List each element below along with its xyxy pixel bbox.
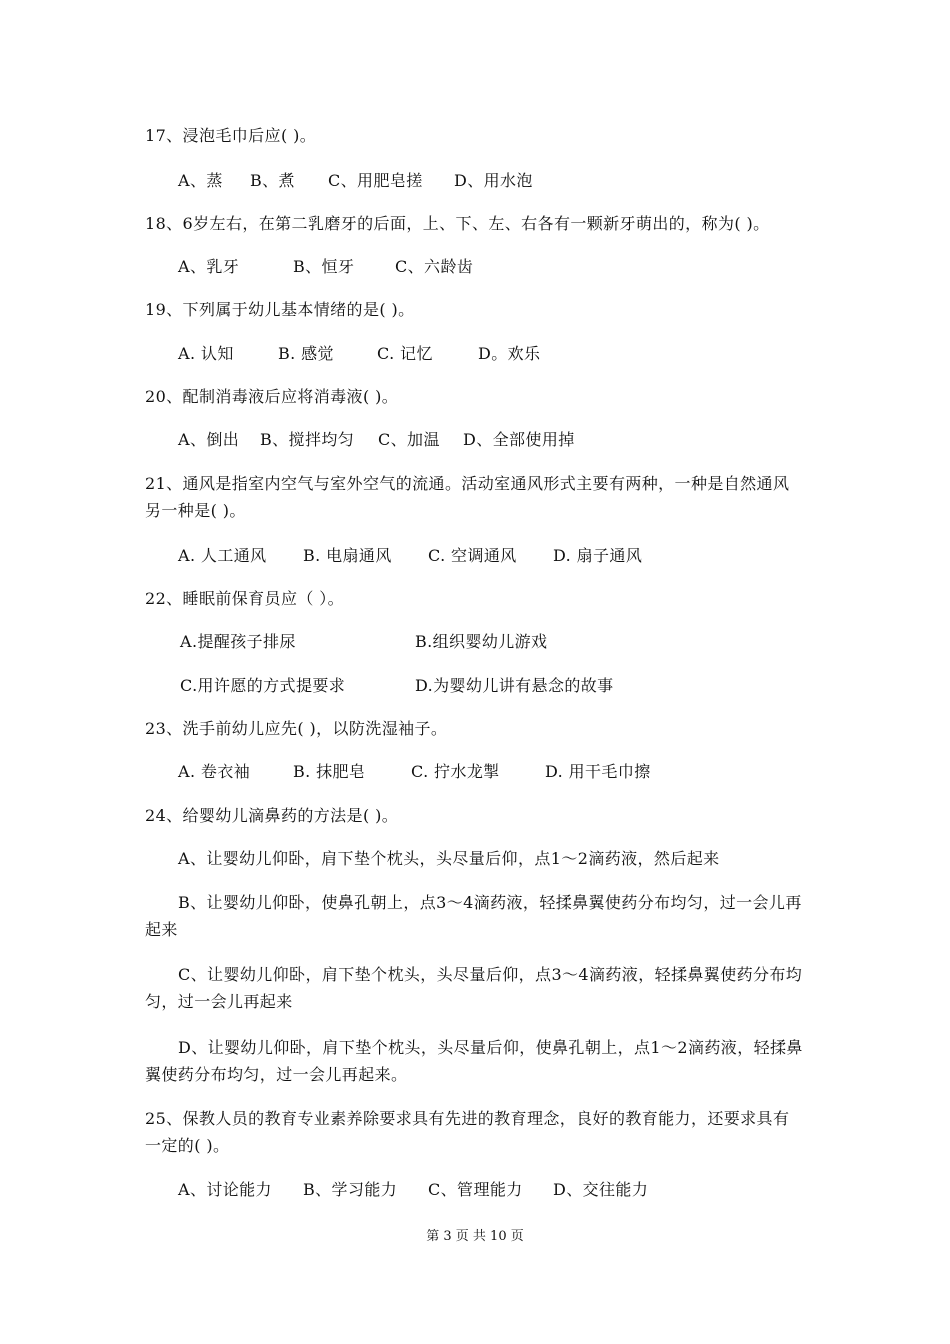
question-17-stem: 17、浸泡毛巾后应( )。 (145, 126, 317, 145)
question-21-stem-line2: 另一种是( )。 (145, 501, 246, 520)
question-24-option-b-line1: B、让婴幼儿仰卧，使鼻孔朝上，点3～4滴药液，轻揉鼻翼使药分布均匀，过一会儿再 (178, 893, 802, 912)
option-a: A. 人工通风 (178, 546, 267, 565)
question-24-option-d-line1: D、让婴幼儿仰卧，肩下垫个枕头，头尽量后仰，使鼻孔朝上，点1～2滴药液，轻揉鼻 (178, 1038, 803, 1057)
option-c: C、用肥皂搓 (328, 171, 423, 190)
question-21-stem-line1: 21、通风是指室内空气与室外空气的流通。活动室通风形式主要有两种，一种是自然通风 (145, 474, 790, 493)
option-d: D。欢乐 (478, 344, 541, 363)
option-b: B、学习能力 (303, 1180, 398, 1199)
option-c: C、管理能力 (428, 1180, 523, 1199)
option-a: A、讨论能力 (178, 1180, 272, 1199)
option-c: C、加温 (378, 430, 440, 449)
question-20-stem: 20、配制消毒液后应将消毒液( )。 (145, 387, 399, 406)
question-23-options (178, 762, 778, 782)
question-24-option-d-line2: 翼使药分布均匀，过一会儿再起来。 (145, 1065, 408, 1084)
question-24-option-a: A、让婴幼儿仰卧，肩下垫个枕头，头尽量后仰，点1～2滴药液，然后起来 (178, 849, 720, 868)
question-25-stem-line2: 一定的( )。 (145, 1136, 230, 1155)
question-20-options (178, 430, 778, 450)
option-a: A. 卷衣袖 (178, 762, 251, 781)
option-c: C. 空调通风 (428, 546, 517, 565)
option-b: B、煮 (250, 171, 295, 190)
option-a: A、倒出 (178, 430, 240, 449)
option-c: C.用许愿的方式提要求 (180, 676, 346, 695)
question-25-options (178, 1180, 778, 1200)
option-d: D、全部使用掉 (463, 430, 575, 449)
option-d: D.为婴幼儿讲有悬念的故事 (415, 676, 614, 695)
option-c: C. 拧水龙掣 (411, 762, 500, 781)
option-d: D. 用干毛巾擦 (545, 762, 651, 781)
option-b: B. 电扇通风 (303, 546, 392, 565)
option-b: B. 感觉 (278, 344, 334, 363)
option-b: B、搅拌均匀 (260, 430, 355, 449)
page-number-footer: 第 3 页 共 10 页 (426, 1229, 524, 1244)
option-a: A.提醒孩子排尿 (180, 632, 296, 651)
question-18-options (178, 257, 778, 277)
question-24-stem: 24、给婴幼儿滴鼻药的方法是( )。 (145, 806, 399, 825)
question-17-options (178, 171, 778, 191)
question-23-stem: 23、洗手前幼儿应先( )，以防洗湿袖子。 (145, 719, 448, 738)
question-19-stem: 19、下列属于幼儿基本情绪的是( )。 (145, 300, 415, 319)
option-a: A、蒸 (178, 171, 223, 190)
option-a: A. 认知 (178, 344, 234, 363)
question-19-options (178, 344, 778, 364)
question-24-option-c-line2: 匀，过一会儿再起来 (145, 992, 293, 1011)
question-24-option-c-line1: C、让婴幼儿仰卧，肩下垫个枕头，头尽量后仰，点3～4滴药液，轻揉鼻翼使药分布均 (178, 965, 803, 984)
option-c: C. 记忆 (377, 344, 433, 363)
question-22-options-row2 (180, 676, 780, 696)
question-24-option-b-line2: 起来 (145, 920, 178, 939)
option-c: C、六龄齿 (395, 257, 474, 276)
option-b: B、恒牙 (293, 257, 355, 276)
option-d: D. 扇子通风 (553, 546, 643, 565)
question-21-options (178, 546, 778, 566)
question-22-stem: 22、睡眠前保育员应（ ）。 (145, 589, 345, 608)
option-d: D、交往能力 (553, 1180, 649, 1199)
option-d: D、用水泡 (454, 171, 533, 190)
question-22-options-row1 (180, 632, 780, 652)
option-b: B.组织婴幼儿游戏 (415, 632, 548, 651)
question-18-stem: 18、6岁左右，在第二乳磨牙的后面，上、下、左、右各有一颗新牙萌出的，称为( )。 (145, 214, 770, 233)
option-b: B. 抹肥皂 (293, 762, 366, 781)
option-a: A、乳牙 (178, 257, 240, 276)
question-25-stem-line1: 25、保教人员的教育专业素养除要求具有先进的教育理念，良好的教育能力，还要求具有 (145, 1109, 790, 1128)
